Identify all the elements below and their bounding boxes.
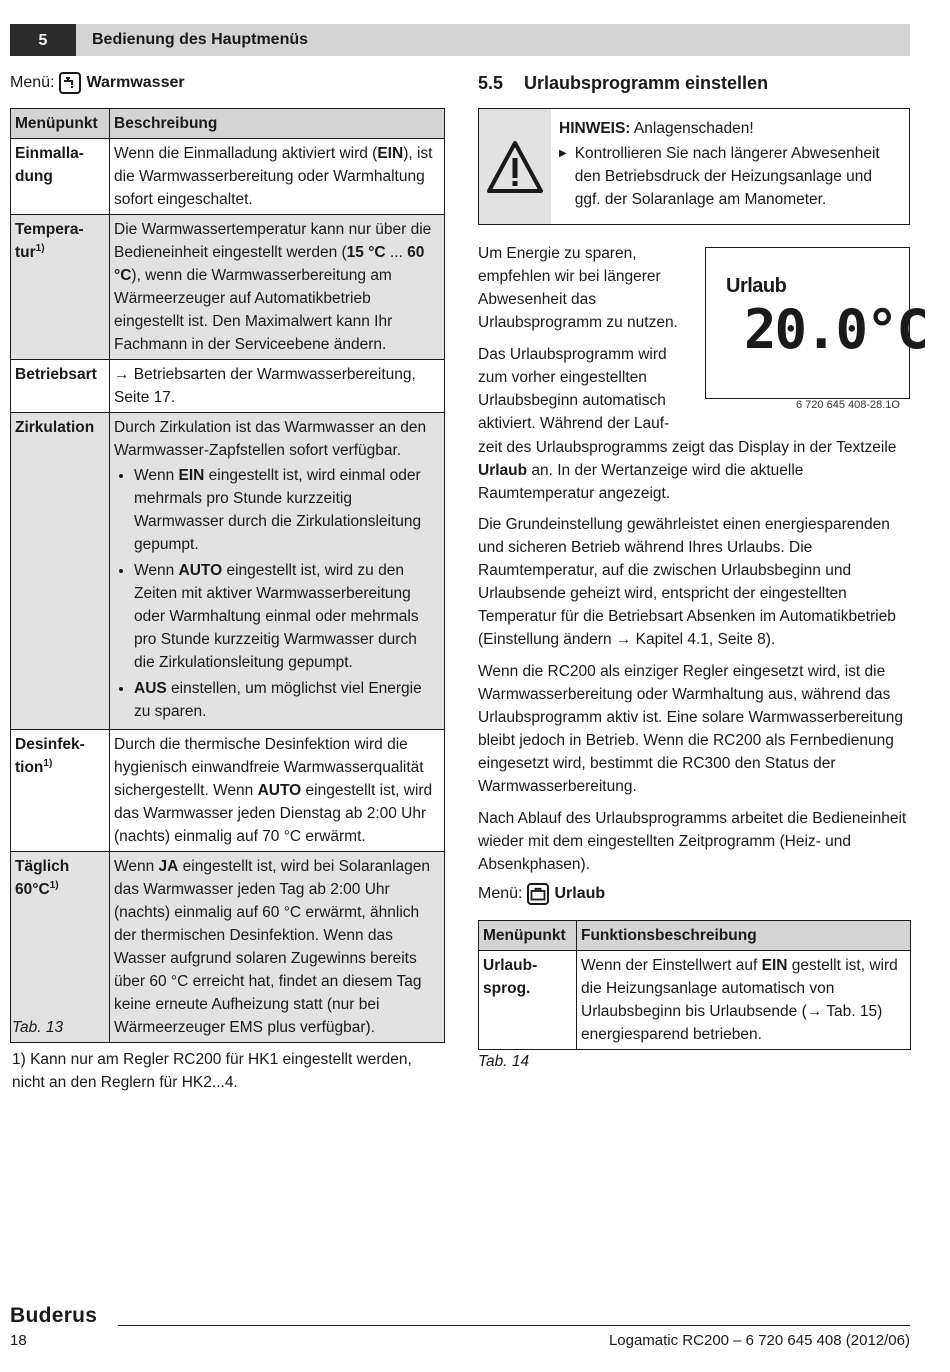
column-header: Funktionsbeschreibung — [577, 921, 911, 951]
row-description: Wenn die Einmalladung aktiviert wird (EIN), ist die Warmwasserbereitung oder Warmhaltung sofort eingeschaltet. — [110, 139, 445, 215]
chapter-title: Bedienung des Hauptmenüs — [92, 31, 309, 48]
chapter-header — [10, 24, 910, 56]
footer-divider — [118, 1325, 910, 1326]
row-description: Die Warmwassertemperatur kann nur über die Bedieneinheit eingestellt werden (15 °C ... 60 °C), wenn die Warmwasserbereitung am Wärmeerzeuger auf Automatikbetrieb eingestellt ist. Den Maximalwert kann Ihr Fachmann in der Serviceebene ändern. — [110, 215, 445, 360]
table-row — [11, 139, 445, 215]
menu-line-urlaub — [478, 882, 605, 905]
paragraph: zeit des Urlaubsprogramms zeigt das Display in der Textzeile Urlaub an. In der Wertanzeige wird die aktuelle Raumtemperatur angezeigt. — [478, 439, 897, 502]
suitcase-icon — [527, 883, 549, 905]
list-item: • Wenn AUTO eingestellt ist, wird zu den Zeiten mit aktiver Warmwasserbereitung oder Warmhaltung einmal oder mehrmals pro Stunde kurzzeitig Warmwasser durch die Zirkulationsleitung gepumpt. — [134, 559, 439, 674]
table-caption: Tab. 14 — [478, 1053, 530, 1070]
table-row — [11, 413, 445, 730]
hint-title: Anlagenschaden! — [630, 120, 754, 137]
row-key: Betriebsart — [11, 360, 110, 413]
menu-name: Warmwasser — [86, 74, 185, 91]
table-row — [11, 360, 445, 413]
menu-label: Menü: — [478, 885, 523, 902]
page-number: 18 — [10, 1332, 27, 1349]
brand-logo: Buderus — [10, 1304, 98, 1327]
row-key: Täglich $60^\circ C^{1)}$ — [11, 852, 110, 1043]
row-description: Wenn der Einstellwert auf EIN gestellt ist, wird die Heizungsanlage automatisch von Urlaubsbeginn bis Urlaubsende (→ Tab. 15) energiesparend betrieben. — [577, 951, 911, 1050]
triangle-bullet-icon: ▶ — [559, 148, 567, 159]
chapter-number: 5 — [10, 24, 76, 56]
row-description: Durch Zirkulation ist das Warmwasser an den Warmwasser-Zapfstellen sofort verfügbar. • Wenn EIN eingestellt ist, wird einmal oder mehrmals pro Stunde kurzzeitig Warmwasser durch die Zirkulationsleitung gepumpt. • Wenn AUTO eingestellt ist, wird zu den Zeiten mit aktiver Warmwasserbereitung oder Warmhaltung einmal oder mehrmals pro Stunde kurzzeitig Warmwasser durch die Zirkulationsleitung gepumpt. • AUS einstellen, um möglichst viel Energie zu sparen. — [110, 413, 445, 730]
paragraph: Die Grundeinstellung gewährleistet einen energiesparenden und sicheren Betrieb während Ihres Urlaubs. Die Raumtemperatur, auf die zwischen Urlaubsbeginn und Urlaubsende geheizt wird, entspricht der eingestellten Temperatur für die Betriebsart Absenken im Automatikbetrieb (Einstellung ändern → Kapitel 4.1, Seite 8). — [478, 516, 896, 648]
row-key: Tempera-tur$^{1)}$ — [11, 215, 110, 360]
table-row — [11, 730, 445, 852]
row-key: Einmalla-dung — [11, 139, 110, 215]
paragraph: Das Urlaubsprogramm wird zum vorher eingestellten Urlaubsbeginn automatisch aktiviert. Während der Lauf- — [478, 346, 670, 432]
table-row — [479, 951, 911, 1050]
footnote: 1) Kann nur am Regler RC200 für HK1 eingestellt werden, nicht an den Reglern für HK2...4. — [12, 1051, 412, 1091]
menu-line-warmwasser — [10, 71, 185, 94]
hint-content — [551, 109, 909, 224]
display-illustration — [705, 247, 928, 399]
hint-label: HINWEIS: — [559, 120, 631, 137]
list-item: ▶ Kontrollieren Sie nach längerer Abwesenheit den Betriebsdruck der Heizungsanlage und ggf. der Solaranlage am Manometer. — [559, 142, 901, 211]
menu-name: Urlaub — [554, 885, 606, 902]
display-temperature: 20.0°C — [744, 298, 928, 361]
bullet-list — [114, 464, 439, 723]
list-item: • AUS einstellen, um möglichst viel Energie zu sparen. — [134, 677, 439, 723]
paragraph: Um Energie zu sparen, empfehlen wir bei längerer Abwesenheit das Urlaubsprogramm zu nutzen. — [478, 245, 678, 331]
column-header: Beschreibung — [110, 109, 445, 139]
warning-icon — [479, 109, 551, 224]
row-key: Desinfek-tion$^{1)}$ — [11, 730, 110, 852]
paragraph: Wenn die RC200 als einziger Regler eingesetzt wird, ist die Warmwasserbereitung oder Warmhaltung aus, während das Urlaubsprogramm aktiv ist. Eine solare Warmwasserbereitung bleibt jedoch in Betrieb. Wenn die RC200 als Fernbedienung eingesetzt wird, bestimmt die RC300 den Status der Warmwasserbereitung. — [478, 663, 903, 795]
figure-reference: 6 720 645 408-28.1O — [796, 399, 900, 411]
display-mode-text: Urlaub — [726, 275, 787, 297]
row-description: Wenn JA eingestellt ist, wird bei Solaranlagen das Warmwasser jeden Tag ab 2:00 Uhr (nachts) einmalig auf 60 °C erwärmt, ähnlich der thermischen Desinfektion. Wenn das Wasser aufgrund solaren Zugewinns bereits über 60 °C erreicht hat, findet an diesem Tag keine erneute Aufheizung statt (nur bei Wärmeerzeuger EMS plus verfügbar). — [110, 852, 445, 1043]
row-key: Urlaub-sprog. — [479, 951, 577, 1050]
hint-box — [478, 108, 910, 225]
column-header: Menüpunkt — [479, 921, 577, 951]
row-description: → Betriebsarten der Warmwasserbereitung, Seite 17. — [110, 360, 445, 413]
list-item: • Wenn EIN eingestellt ist, wird einmal oder mehrmals pro Stunde kurzzeitig Warmwasser durch die Zirkulationsleitung gepumpt. — [134, 464, 439, 556]
column-header: Menüpunkt — [11, 109, 110, 139]
row-key: Zirkulation — [11, 413, 110, 730]
section-title: 5.5 Urlaubsprogramm einstellen — [478, 73, 769, 93]
warmwasser-table — [10, 108, 445, 1043]
urlaub-table — [478, 920, 911, 1050]
paragraph: Nach Ablauf des Urlaubsprogramms arbeitet die Bedieneinheit wieder mit dem eingestellten Zeitprogramm (Heiz- und Absenkphasen). — [478, 810, 907, 873]
table-row — [11, 215, 445, 360]
menu-label: Menü: — [10, 74, 55, 91]
row-description: Durch die thermische Desinfektion wird die hygienisch einwandfreie Warmwasserqualität sichergestellt. Wenn AUTO eingestellt ist, wird das Warmwasser jeden Dienstag ab 2:00 Uhr (nachts) einmalig auf 70 °C erwärmt. — [110, 730, 445, 852]
table-row — [11, 852, 445, 1043]
table-caption: Tab. 13 — [12, 1019, 64, 1036]
tap-icon — [59, 72, 81, 94]
document-id: Logamatic RC200 – 6 720 645 408 (2012/06) — [608, 1332, 910, 1349]
table-header-row — [479, 921, 911, 951]
arrow-icon: → — [114, 366, 130, 383]
table-header-row — [11, 109, 445, 139]
